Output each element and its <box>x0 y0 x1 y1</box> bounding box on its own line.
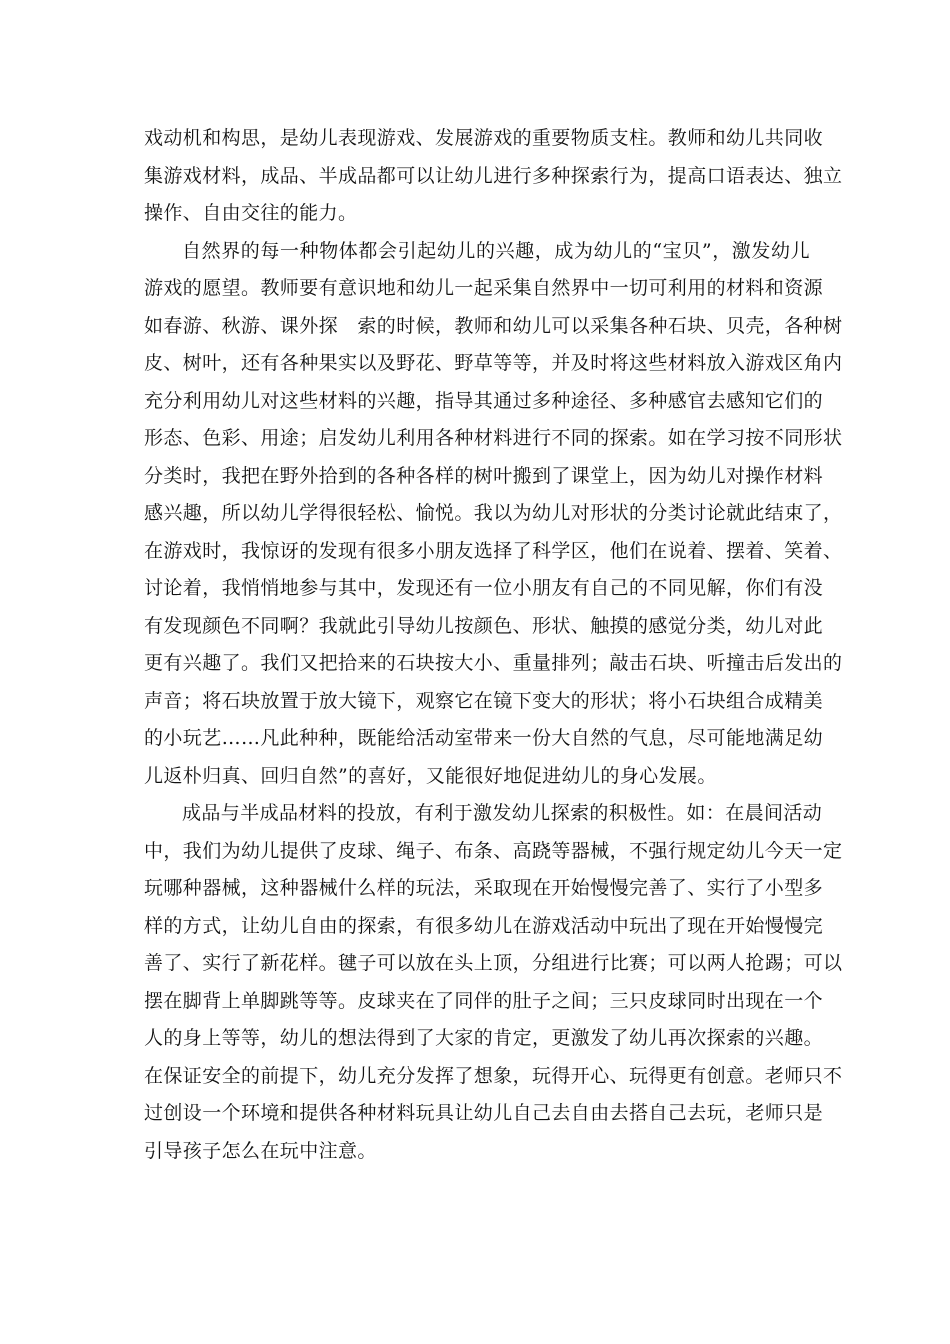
text-line: 样的方式，让幼儿自由的探索，有很多幼儿在游戏活动中玩出了现在开始慢慢完 <box>144 914 824 937</box>
text-line: 如春游、秋游、课外探 索的时候，教师和幼儿可以采集各种石块、贝壳，各种树 <box>144 314 843 337</box>
text-line: 在游戏时，我惊讶的发现有很多小朋友选择了科学区，他们在说着、摆着、笑着、 <box>144 539 843 562</box>
text-line: 感兴趣，所以幼儿学得很轻松、愉悦。我以为幼儿对形状的分类讨论就此结束了， <box>144 502 843 524</box>
text-line: 形态、色彩、用途；启发幼儿利用各种材料进行不同的探索。如在学习按不同形状 <box>144 427 843 449</box>
text-line: 引导孩子怎么在玩中注意。 <box>144 1139 377 1162</box>
text-line: 善了、实行了新花样。毽子可以放在头上顶，分组进行比赛；可以两人抢踢；可以 <box>144 952 843 974</box>
text-line: 游戏的愿望。教师要有意识地和幼儿一起采集自然界中一切可利用的材料和资源 <box>144 277 824 299</box>
text-line: 更有兴趣了。我们又把拾来的石块按大小、重量排列；敲击石块、听撞击后发出的 <box>144 652 843 674</box>
text-line: 集游戏材料，成品、半成品都可以让幼儿进行多种探索行为，提高口语表达、独立 <box>144 164 843 187</box>
text-line: 自然界的每一种物体都会引起幼儿的兴趣，成为幼儿的“宝贝”，激发幼儿 <box>182 239 810 262</box>
text-line: 在保证安全的前提下，幼儿充分发挥了想象，玩得开心、玩得更有创意。老师只不 <box>144 1064 843 1087</box>
text-line: 的小玩艺……凡此种种，既能给活动室带来一份大自然的气息，尽可能地满足幼 <box>144 727 824 749</box>
text-line: 儿返朴归真、回归自然”的喜好，又能很好地促进幼儿的身心发展。 <box>144 764 717 787</box>
text-line: 玩哪种器械，这种器械什么样的玩法，采取现在开始慢慢完善了、实行了小型多 <box>144 877 824 899</box>
paragraph-1 <box>144 120 843 233</box>
text-line: 人的身上等等，幼儿的想法得到了大家的肯定，更激发了幼儿再次探索的兴趣。 <box>144 1027 824 1049</box>
text-line: 过创设一个环境和提供各种材料玩具让幼儿自己去自由去搭自己去玩，老师只是 <box>144 1102 824 1124</box>
text-line: 分类时，我把在野外拾到的各种各样的树叶搬到了课堂上，因为幼儿对操作材料 <box>144 464 824 487</box>
text-line: 戏动机和构思，是幼儿表现游戏、发展游戏的重要物质支柱。教师和幼儿共同收 <box>144 127 824 149</box>
text-line: 充分利用幼儿对这些材料的兴趣，指导其通过多种途径、多种感官去感知它们的 <box>144 389 824 412</box>
text-line: 有发现颜色不同啊？我就此引导幼儿按颜色、形状、触摸的感觉分类，幼儿对此 <box>144 614 824 637</box>
text-line: 讨论着，我悄悄地参与其中，发现还有一位小朋友有自己的不同见解，你们有没 <box>144 577 824 599</box>
text-line: 摆在脚背上单脚跳等等。皮球夹在了同伴的肚子之间；三只皮球同时出现在一个 <box>144 989 824 1012</box>
text-line: 操作、自由交往的能力。 <box>144 202 358 224</box>
paragraph-3 <box>144 795 843 1170</box>
body-text <box>144 120 843 1170</box>
text-line: 成品与半成品材料的投放，有利于激发幼儿探索的积极性。如：在晨间活动 <box>182 802 823 824</box>
text-line: 中，我们为幼儿提供了皮球、绳子、布条、高跷等器械，不强行规定幼儿今天一定 <box>144 839 843 862</box>
paragraph-2 <box>144 233 843 796</box>
text-line: 皮、树叶，还有各种果实以及野花、野草等等，并及时将这些材料放入游戏区角内 <box>144 352 843 374</box>
text-line: 声音；将石块放置于放大镜下，观察它在镜下变大的形状；将小石块组合成精美 <box>144 689 824 712</box>
